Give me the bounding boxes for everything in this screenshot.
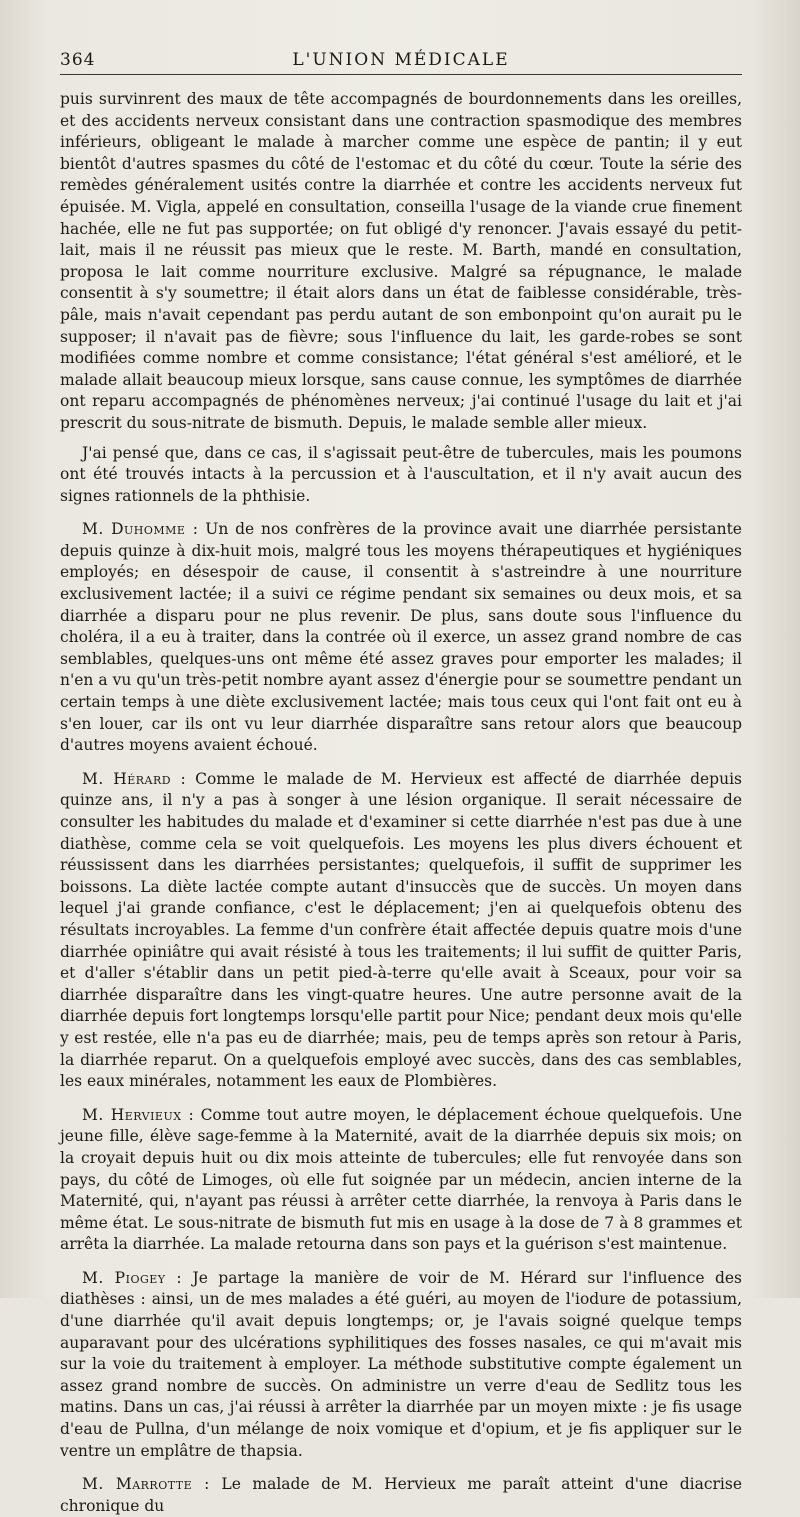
- speaker-name: M. Piogey :: [82, 1268, 183, 1287]
- paragraph-text: Le malade de M. Hervieux me paraît atteint d'une diacrise chronique du: [60, 1475, 742, 1515]
- paragraph: [60, 443, 742, 508]
- speaker-name: M. Hervieux :: [82, 1105, 195, 1124]
- paragraph-text: puis survinrent des maux de tête accompagnés de bourdonnements dans les oreilles, et des accidents nerveux consistant dans une contraction spasmodique des membres inférieurs, obligeant le malade à marcher comme une espèce de pantin; il y eut bientôt d'autres spasmes du côté de l'estomac et du côté du cœur. Toute la série des remèdes généralement usités contre la diarrhée et contre les accidents nerveux fut épuisée. M. Vigla, appelé en consultation, conseilla l'usage de la viande crue finement hachée, elle ne fut pas supportée; on fut obligé d'y renoncer. J'avais essayé du petit-lait, mais il ne réussit pas mieux que le reste. M. Barth, mandé en consultation, proposa le lait comme nourriture exclusive. Malgré sa répugnance, le malade consentit à s'y soumettre; il était alors dans un état de faiblesse considérable, très-pâle, mais n'avait cependant pas perdu autant de son embonpoint qu'on aurait pu le supposer; il n'avait pas de fièvre; sous l'influence du lait, les garde-robes se sont modifiées comme nombre et comme consistance; l'état général s'est amélioré, et le malade allait beaucoup mieux lorsque, sans cause connue, les symptômes de diarrhée ont reparu accompagnés de phénomènes nerveux; j'ai continué l'usage du lait et j'ai prescrit du sous-nitrate de bismuth. Depuis, le malade semble aller mieux.: [60, 90, 742, 432]
- paragraph: [60, 89, 742, 435]
- speech-paragraph: [60, 1268, 742, 1462]
- speaker-name: M. Marrotte :: [82, 1475, 210, 1494]
- paragraph-text: Comme tout autre moyen, le déplacement échoue quelquefois. Une jeune fille, élève sage-femme à la Maternité, avait de la diarrhée depuis six mois; on la croyait depuis huit ou dix mois atteinte de tubercules; elle fut renvoyée dans son pays, du côté de Limoges, où elle fut soignée par un médecin, ancien interne de la Maternité, qui, n'ayant pas réussi à arrêter cette diarrhée, la renvoya à Paris dans le même état. Le sous-nitrate de bismuth fut mis en usage à la dose de 7 à 8 grammes et arrêta la diarrhée. La malade retourna dans son pays et la guérison s'est maintenue.: [60, 1105, 742, 1254]
- speaker-name: M. Duhomme :: [82, 520, 199, 539]
- speech-paragraph: [60, 1105, 742, 1256]
- speech-paragraph: [60, 519, 742, 757]
- page-header: [60, 46, 742, 75]
- running-title: L'UNION MÉDICALE: [292, 50, 510, 70]
- paragraph-text: Je partage la manière de voir de M. Hérard sur l'influence des diathèses : ainsi, un de mes malades a été guéri, au moyen de l'iodure de potassium, d'une diarrhée qu'il avait depuis longtemps; or, je l'avais soigné quelque temps auparavant pour des ulcérations syphilitiques des fosses nasales, ce qui m'avait mis sur la voie du traitement à employer. La méthode substitutive compte également un assez grand nombre de succès. On administre un verre d'eau de Sedlitz tous les matins. Dans un cas, j'ai réussi à arrêter la diarrhée par un moyen mixte : je fis usage d'eau de Pullna, d'un mélange de noix vomique et d'opium, et je fis appliquer sur le ventre un emplâtre de thapsia.: [60, 1268, 742, 1460]
- speech-paragraph: [60, 1474, 742, 1517]
- paragraph-text: J'ai pensé que, dans ce cas, il s'agissait peut-être de tubercules, mais les poumons ont été trouvés intacts à la percussion et à l'auscultation, et il n'y avait aucun des signes rationnels de la phthisie.: [60, 443, 742, 505]
- body-text: [60, 89, 742, 1517]
- paragraph-text: Comme le malade de M. Hervieux est affecté de diarrhée depuis quinze ans, il n'y a pas à songer à une lésion organique. Il serait nécessaire de consulter les habitudes du malade et d'examiner si cette diarrhée n'est pas due à une diathèse, comme cela se voit quelquefois. Les moyens les plus divers échouent et réussissent dans les diarrhées persistantes; quelquefois, il suffit de supprimer les boissons. La diète lactée compte autant d'insuccès que de succès. Un moyen dans lequel j'ai grande confiance, c'est le déplacement; j'en ai quelquefois obtenu des résultats incroyables. La femme d'un confrère était affectée depuis quatre mois d'une diarrhée opiniâtre qui avait résisté à tous les traitements; il lui suffit de quitter Paris, et d'aller s'établir dans un petit pied-à-terre qu'elle avait à Sceaux, pour voir sa diarrhée disparaître dans les vingt-quatre heures. Une autre personne avait de la diarrhée depuis fort longtemps lorsqu'elle partit pour Nice; pendant deux mois qu'elle y est restée, elle n'a pas eu de diarrhée; mais, peu de temps après son retour à Paris, la diarrhée reparut. On a quelquefois employé avec succès, dans des cas semblables, les eaux minérales, notamment les eaux de Plombières.: [60, 769, 742, 1091]
- speech-paragraph: [60, 769, 742, 1093]
- speaker-name: M. Hérard :: [82, 769, 187, 788]
- page-number: 364: [60, 50, 96, 70]
- paragraph-text: Un de nos confrères de la province avait une diarrhée persistante depuis quinze à dix-huit mois, malgré tous les moyens thérapeutiques et hygiéniques employés; en désespoir de cause, il consentit à s'astreindre à une nourriture exclusivement lactée; il a suivi ce régime pendant six semaines ou deux mois, et sa diarrhée a disparu pour ne plus revenir. De plus, sans doute sous l'influence du choléra, il a eu à traiter, dans la contrée où il exerce, un assez grand nombre de cas semblables, quelques-uns ont même été assez graves pour emporter les malades; il n'en a vu qu'un très-petit nombre ayant assez d'énergie pour se soumettre pendant un certain temps à une diète exclusivement lactée; mais tous ceux qui l'ont fait ont eu à s'en louer, car ils ont vu leur diarrhée disparaître sans retour alors que beaucoup d'autres moyens avaient échoué.: [60, 520, 742, 755]
